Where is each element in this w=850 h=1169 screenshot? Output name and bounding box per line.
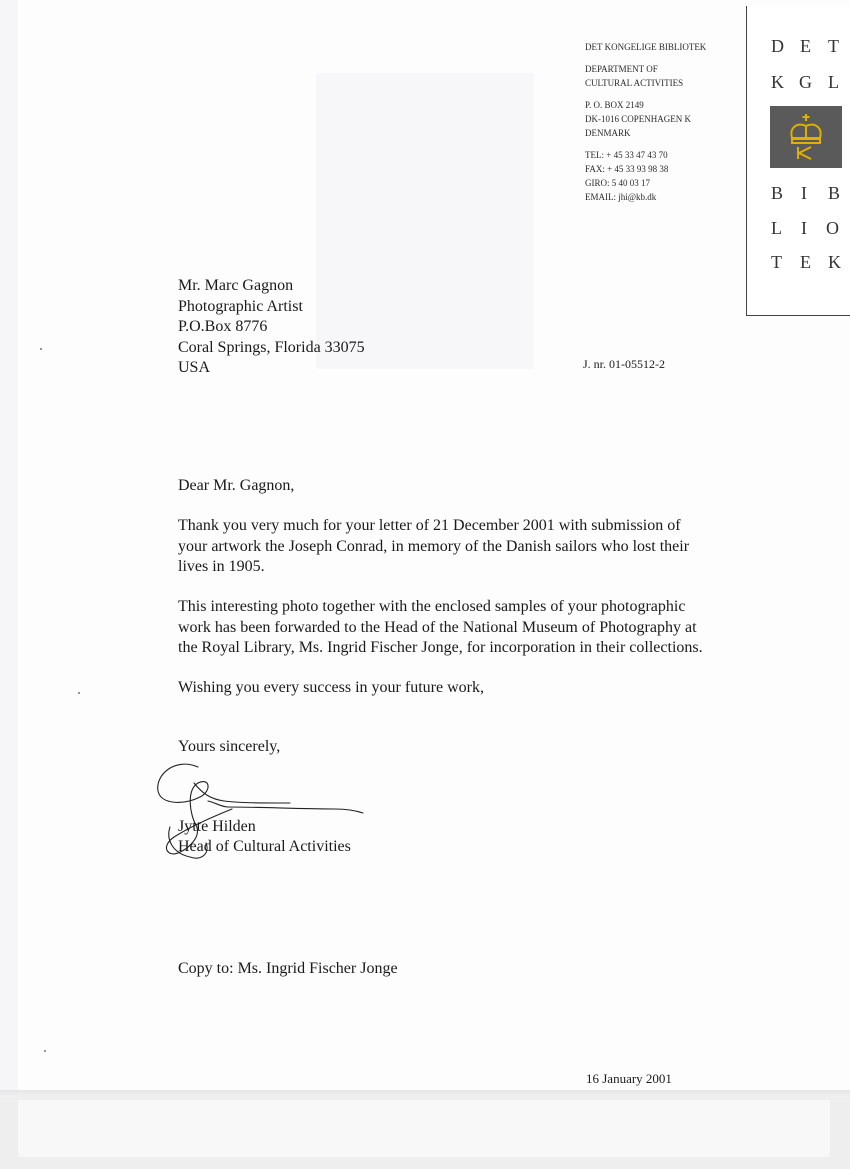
logo-letter: T bbox=[828, 36, 839, 56]
paragraph-1-line-2: your artwork the Joseph Conrad, in memory of the Danish sailors who lost their bbox=[178, 538, 690, 555]
department-line1: DEPARTMENT OF bbox=[585, 64, 658, 74]
paragraph-1-line-3: lives in 1905. bbox=[178, 558, 265, 575]
logo-letter: I bbox=[801, 218, 807, 238]
logo-letter: E bbox=[800, 36, 811, 56]
department-line2: CULTURAL ACTIVITIES bbox=[585, 78, 684, 88]
logo-letter: B bbox=[828, 183, 841, 203]
recipient-city: Coral Springs, Florida 33075 bbox=[178, 338, 365, 356]
letterhead bbox=[585, 40, 706, 212]
logo-letter: L bbox=[771, 218, 782, 238]
crown-icon bbox=[784, 112, 828, 162]
paragraph-2-line-2: work has been forwarded to the Head of the National Museum of Photography at bbox=[178, 619, 697, 636]
recipient-country: USA bbox=[178, 359, 211, 376]
logo-letter: G bbox=[799, 72, 812, 92]
logo-letter: T bbox=[771, 252, 782, 272]
scan-edge bbox=[0, 0, 18, 1098]
paragraph-2-line-1: This interesting photo together with the enclosed samples of your photographic bbox=[178, 598, 686, 615]
signer-title: Head of Cultural Activities bbox=[178, 838, 351, 855]
scan-speck bbox=[40, 348, 42, 350]
postal-country: DENMARK bbox=[585, 128, 631, 138]
handwritten-signature bbox=[150, 757, 370, 867]
closing: Yours sincerely, bbox=[178, 738, 281, 755]
recipient-title: Photographic Artist bbox=[178, 297, 303, 315]
institution-name: DET KONGELIGE BIBLIOTEK bbox=[585, 42, 707, 52]
paragraph-2-line-3: the Royal Library, Ms. Ingrid Fischer Jonge, for incorporation in their collections. bbox=[178, 639, 703, 656]
paragraph-3: Wishing you every success in your future work, bbox=[178, 679, 484, 696]
email: EMAIL: jhi@kb.dk bbox=[585, 192, 657, 202]
journal-number: J. nr. 01-05512-2 bbox=[583, 357, 665, 371]
recipient-name: Mr. Marc Gagnon bbox=[178, 277, 294, 294]
logo-letter: I bbox=[801, 183, 807, 203]
scan-speck bbox=[78, 692, 80, 694]
logo-letter: E bbox=[800, 252, 811, 272]
fax: FAX: + 45 33 93 98 38 bbox=[585, 164, 669, 174]
recipient-address bbox=[178, 276, 365, 379]
logo-letter: B bbox=[771, 183, 784, 203]
salutation: Dear Mr. Gagnon, bbox=[178, 477, 295, 494]
logo-letter: K bbox=[828, 252, 841, 272]
scan-speck bbox=[44, 1050, 46, 1052]
logo-letter: K bbox=[771, 72, 784, 92]
logo-letter: L bbox=[828, 72, 839, 92]
letter-date: 16 January 2001 bbox=[586, 1071, 672, 1086]
telephone: TEL: + 45 33 47 43 70 bbox=[585, 150, 668, 160]
scan-bottom-sheet bbox=[18, 1100, 830, 1157]
logo-letter: O bbox=[826, 218, 839, 238]
postbox: P. O. BOX 2149 bbox=[585, 100, 644, 110]
signer-name: Jytte Hilden bbox=[178, 818, 256, 835]
copy-to: Copy to: Ms. Ingrid Fischer Jonge bbox=[178, 960, 398, 977]
postal-city: DK-1016 COPENHAGEN K bbox=[585, 114, 691, 124]
logo-letter: D bbox=[771, 36, 784, 56]
paragraph-1-line-1: Thank you very much for your letter of 21 December 2001 with submission of bbox=[178, 517, 681, 534]
giro: GIRO: 5 40 03 17 bbox=[585, 178, 650, 188]
recipient-box: P.O.Box 8776 bbox=[178, 318, 268, 335]
